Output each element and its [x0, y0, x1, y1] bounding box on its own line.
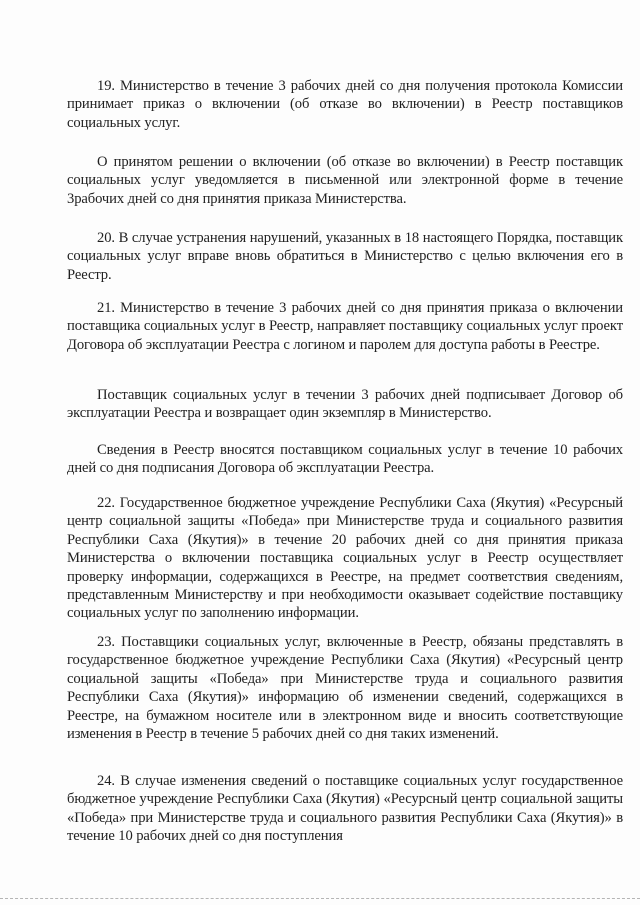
text-block	[67, 77, 623, 132]
text-block	[67, 299, 623, 354]
text-block	[67, 229, 623, 284]
paragraph-21: 21. Министерство в течение 3 рабочих дней со дня принятия приказа о включении поставщика социальных услуг в Реестр, направляет поставщику социальных услуг проект Договора об эксплуатации Реестра с логином и паролем для доступа работы в Реестре.	[67, 300, 623, 353]
paragraph-20: 20. В случае устранения нарушений, указанных в 18 настоящего Порядка, поставщик социальных услуг вправе вновь обратиться в Министерство с целью включения его в Реестр.	[67, 230, 623, 283]
paragraph-24: 24. В случае изменения сведений о поставщике социальных услуг государственное бюджетное учреждение Республики Саха (Якутия) «Ресурсный центр социальной защиты «Победа» при Министерстве труда и социального развития Республики Саха (Якутия)» в течение 10 рабочих дней со дня поступления	[67, 773, 623, 845]
page-edge-divider	[0, 898, 640, 899]
text-block	[67, 386, 623, 423]
paragraph-notification: О принятом решении о включении (об отказе во включении) в Реестр поставщик социальных услуг уведомляется в письменной или электронной форме в течение 3рабочих дней со дня принятия приказа Министерства.	[67, 154, 623, 207]
text-block	[67, 153, 623, 208]
text-block	[67, 633, 623, 743]
text-block	[67, 494, 623, 623]
paragraph-registry-entry: Сведения в Реестр вносятся поставщиком социальных услуг в течение 10 рабочих дней со дня подписания Договора об эксплуатации Реестра.	[67, 442, 623, 477]
paragraph-contract-signing: Поставщик социальных услуг в течении 3 рабочих дней подписывает Договор об эксплуатации Реестра и возвращает один экземпляр в Министерство.	[67, 387, 623, 422]
paragraph-22: 22. Государственное бюджетное учреждение Республики Саха (Якутия) «Ресурсный центр социальной защиты «Победа» при Министерстве труда и социального развития Республики Саха (Якутия)» в течение 20 рабочих дней со дня принятия приказа Министерства о включении поставщика социальных услуг в Реестр осуществляет проверку информации, содержащихся в Реестре, на предмет соответствия сведениям, представленным Министерству и при необходимости оказывает содействие поставщику социальных услуг по заполнению информации.	[67, 495, 623, 622]
text-block	[67, 772, 623, 846]
paragraph-23: 23. Поставщики социальных услуг, включенные в Реестр, обязаны представлять в государственное бюджетное учреждение Республики Саха (Якутия) «Ресурсный центр социальной защиты «Победа» при Министерстве труда и социального развития Республики Саха (Якутия)» информацию об изменении сведений, содержащихся в Реестре, на бумажном носителе или в электронном виде и вносить соответствующие изменения в Реестр в течение 5 рабочих дней со дня таких изменений.	[67, 634, 623, 743]
paragraph-19: 19. Министерство в течение 3 рабочих дней со дня получения протокола Комиссии принимает приказ о включении (об отказе во включении) в Реестр поставщиков социальных услуг.	[67, 78, 623, 131]
text-block	[67, 441, 623, 478]
